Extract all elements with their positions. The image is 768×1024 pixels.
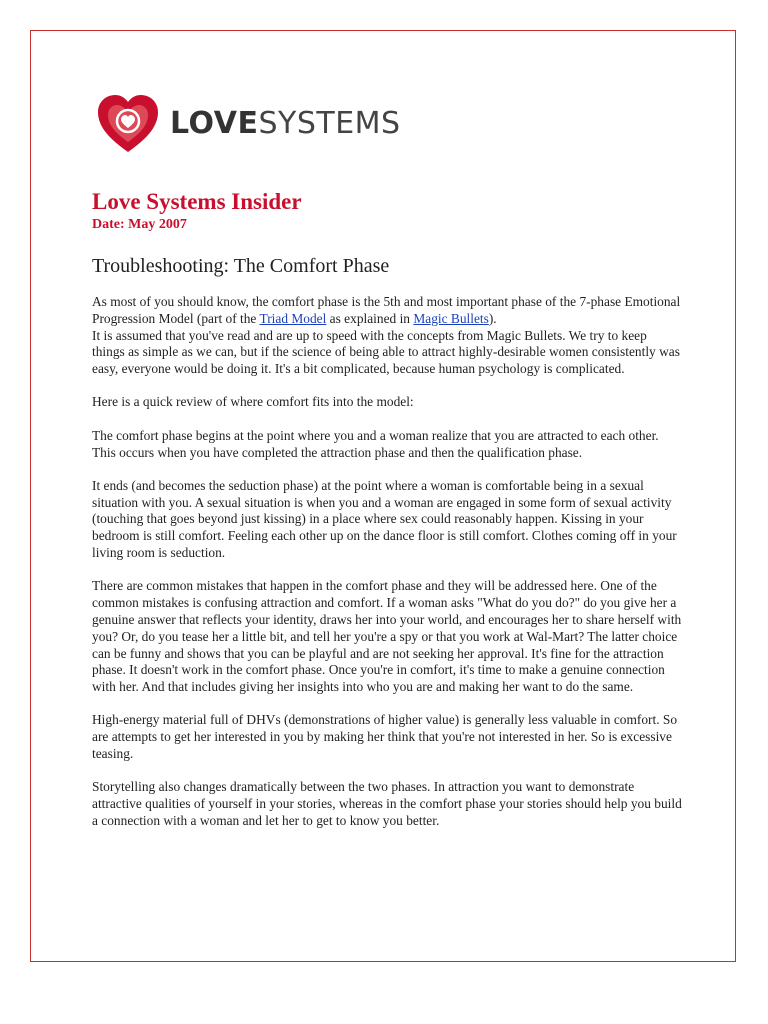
brand-wordmark-light: SYSTEMS <box>258 106 401 141</box>
article-title: Troubleshooting: The Comfort Phase <box>92 255 390 277</box>
intro-paragraph <box>92 294 682 378</box>
brand-wordmark <box>170 106 401 141</box>
body-paragraph: Here is a quick review of where comfort fits into the model: <box>92 394 414 410</box>
body-paragraph: High-energy material full of DHVs (demonstrations of higher value) is generally less valuable in comfort. So are attempts to get her interested in you by making her think that you're not interested in her. So is excessive teasing. <box>92 712 678 762</box>
newsletter-title: Love Systems Insider <box>92 189 302 214</box>
intro-text-1: As most of you should know, the comfort phase is the 5th and most important phase of the 7-phase Emotional Progression Model (part of the <box>92 294 681 326</box>
body-paragraph: The comfort phase begins at the point where you and a woman realize that you are attracted to each other. This occurs when you have completed the attraction phase and then the qualification phase. <box>92 427 659 460</box>
body-paragraph: Storytelling also changes dramatically between the two phases. In attraction you want to demonstrate attractive qualities of yourself in your stories, whereas in the comfort phase your stories should help you build a connection with a woman and let her to get to know you better. <box>92 779 682 828</box>
triad-model-link[interactable]: Triad Model <box>259 310 327 326</box>
brand-logo <box>96 94 401 154</box>
brand-wordmark-bold: LOVE <box>170 106 259 141</box>
issue-date: Date: May 2007 <box>92 217 187 232</box>
intro-text-2: as explained in <box>326 310 414 326</box>
intro-text-4: It is assumed that you've read and are up to speed with the concepts from Magic Bullets. We try to keep things as simple as we can, but if the science of being able to attract highly-desirable women consistently was easy, everyone would be doing it. It's a bit complicated, because human psychology is complicated. <box>92 327 680 377</box>
body-paragraph: It ends (and becomes the seduction phase) at the point where a woman is comfortable being in a sexual situation with you. A sexual situation is when you and a woman are engaged in some form of sexual activity (touching that goes beyond just kissing) in a place where sex could reasonably happen. Kissing in your bedroom is still comfort. Feeling each other up on the dance floor is still comfort. Clothes coming off in your living room is seduction. <box>92 477 677 561</box>
newsletter-content <box>92 188 682 846</box>
heart-logo-icon <box>96 94 160 154</box>
body-paragraph: There are common mistakes that happen in the comfort phase and they will be addressed here. One of the common mistakes is confusing attraction and comfort. If a woman asks "What do you do?" do you give her a genuine answer that reflects your identity, draws her into your world, and encourages her to share herself with you? Or, do you tease her a little bit, and tell her you're a spy or that you work at Wal-Mart? The latter choice can be funny and shows that you can be playful and are not seeking her approval. It's fine for the attraction phase. It doesn't work in the comfort phase. Once you're in comfort, it's time to make a genuine connection with her. And that includes giving her insights into who you are and making her want to do the same. <box>92 578 682 695</box>
magic-bullets-link[interactable]: Magic Bullets <box>413 310 489 326</box>
intro-text-3: ). <box>488 310 497 326</box>
